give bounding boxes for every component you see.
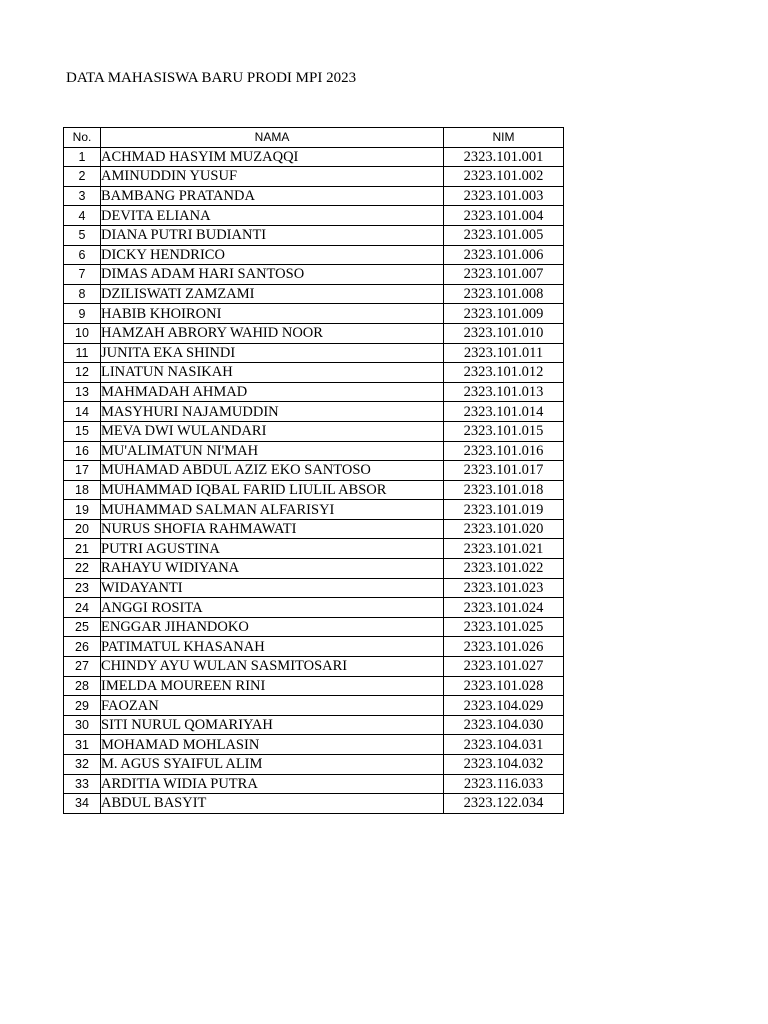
student-name: AMINUDDIN YUSUF	[101, 167, 444, 187]
table-row	[64, 402, 564, 422]
table-row	[64, 284, 564, 304]
table-row	[64, 500, 564, 520]
student-name: ARDITIA WIDIA PUTRA	[101, 774, 444, 794]
table-body	[64, 147, 564, 813]
row-number: 4	[64, 206, 101, 226]
row-number: 1	[64, 147, 101, 167]
table-row	[64, 147, 564, 167]
student-nim: 2323.101.008	[444, 284, 564, 304]
row-number: 6	[64, 245, 101, 265]
table-row	[64, 539, 564, 559]
header-nama: NAMA	[101, 128, 444, 148]
student-name: MASYHURI NAJAMUDDIN	[101, 402, 444, 422]
table-row	[64, 167, 564, 187]
row-number: 31	[64, 735, 101, 755]
row-number: 13	[64, 382, 101, 402]
row-number: 15	[64, 421, 101, 441]
row-number: 20	[64, 519, 101, 539]
header-no: No.	[64, 128, 101, 148]
table-row	[64, 323, 564, 343]
student-table	[63, 127, 564, 814]
student-nim: 2323.101.009	[444, 304, 564, 324]
row-number: 2	[64, 167, 101, 187]
header-nim: NIM	[444, 128, 564, 148]
row-number: 26	[64, 637, 101, 657]
document-title: DATA MAHASISWA BARU PRODI MPI 2023	[66, 70, 357, 86]
student-name: ACHMAD HASYIM MUZAQQI	[101, 147, 444, 167]
student-name: WIDAYANTI	[101, 578, 444, 598]
row-number: 17	[64, 461, 101, 481]
table-row	[64, 755, 564, 775]
table-row	[64, 480, 564, 500]
student-nim: 2323.101.003	[444, 186, 564, 206]
row-number: 16	[64, 441, 101, 461]
student-name: BAMBANG PRATANDA	[101, 186, 444, 206]
student-nim: 2323.101.010	[444, 323, 564, 343]
student-nim: 2323.101.026	[444, 637, 564, 657]
table-row	[64, 421, 564, 441]
student-nim: 2323.101.012	[444, 363, 564, 383]
student-nim: 2323.101.025	[444, 617, 564, 637]
row-number: 11	[64, 343, 101, 363]
student-name: SITI NURUL QOMARIYAH	[101, 715, 444, 735]
student-name: DICKY HENDRICO	[101, 245, 444, 265]
row-number: 8	[64, 284, 101, 304]
table-row	[64, 559, 564, 579]
student-name: DIANA PUTRI BUDIANTI	[101, 225, 444, 245]
student-name: PUTRI AGUSTINA	[101, 539, 444, 559]
row-number: 14	[64, 402, 101, 422]
student-nim: 2323.101.004	[444, 206, 564, 226]
table-header-row	[64, 128, 564, 148]
student-nim: 2323.101.021	[444, 539, 564, 559]
row-number: 22	[64, 559, 101, 579]
student-nim: 2323.101.028	[444, 676, 564, 696]
row-number: 27	[64, 657, 101, 677]
student-name: M. AGUS SYAIFUL ALIM	[101, 755, 444, 775]
student-nim: 2323.104.029	[444, 696, 564, 716]
student-name: ENGGAR JIHANDOKO	[101, 617, 444, 637]
student-nim: 2323.101.014	[444, 402, 564, 422]
student-nim: 2323.101.023	[444, 578, 564, 598]
student-nim: 2323.101.020	[444, 519, 564, 539]
row-number: 7	[64, 265, 101, 285]
student-name: MUHAMAD ABDUL AZIZ EKO SANTOSO	[101, 461, 444, 481]
student-nim: 2323.116.033	[444, 774, 564, 794]
row-number: 24	[64, 598, 101, 618]
row-number: 28	[64, 676, 101, 696]
table-row	[64, 519, 564, 539]
table-row	[64, 363, 564, 383]
student-nim: 2323.101.002	[444, 167, 564, 187]
table-row	[64, 186, 564, 206]
student-name: HABIB KHOIRONI	[101, 304, 444, 324]
table-row	[64, 715, 564, 735]
row-number: 18	[64, 480, 101, 500]
student-name: MOHAMAD MOHLASIN	[101, 735, 444, 755]
table-row	[64, 225, 564, 245]
row-number: 5	[64, 225, 101, 245]
table-row	[64, 343, 564, 363]
table-row	[64, 676, 564, 696]
student-name: ABDUL BASYIT	[101, 794, 444, 814]
table-row	[64, 696, 564, 716]
student-name: IMELDA MOUREEN RINI	[101, 676, 444, 696]
student-name: NURUS SHOFIA RAHMAWATI	[101, 519, 444, 539]
table-row	[64, 304, 564, 324]
table-row	[64, 657, 564, 677]
student-nim: 2323.101.022	[444, 559, 564, 579]
student-name: MU'ALIMATUN NI'MAH	[101, 441, 444, 461]
student-name: FAOZAN	[101, 696, 444, 716]
row-number: 34	[64, 794, 101, 814]
student-nim: 2323.101.005	[444, 225, 564, 245]
table-row	[64, 735, 564, 755]
student-name: DEVITA ELIANA	[101, 206, 444, 226]
student-nim: 2323.101.001	[444, 147, 564, 167]
student-name: RAHAYU WIDIYANA	[101, 559, 444, 579]
student-nim: 2323.104.030	[444, 715, 564, 735]
student-nim: 2323.104.032	[444, 755, 564, 775]
student-nim: 2323.101.015	[444, 421, 564, 441]
table-row	[64, 441, 564, 461]
table-row	[64, 598, 564, 618]
row-number: 29	[64, 696, 101, 716]
student-nim: 2323.104.031	[444, 735, 564, 755]
student-nim: 2323.101.018	[444, 480, 564, 500]
student-nim: 2323.101.013	[444, 382, 564, 402]
student-nim: 2323.101.017	[444, 461, 564, 481]
row-number: 23	[64, 578, 101, 598]
student-name: MAHMADAH AHMAD	[101, 382, 444, 402]
row-number: 25	[64, 617, 101, 637]
student-nim: 2323.101.027	[444, 657, 564, 677]
table-row	[64, 637, 564, 657]
table-row	[64, 578, 564, 598]
row-number: 12	[64, 363, 101, 383]
row-number: 3	[64, 186, 101, 206]
student-name: PATIMATUL KHASANAH	[101, 637, 444, 657]
row-number: 33	[64, 774, 101, 794]
student-name: DIMAS ADAM HARI SANTOSO	[101, 265, 444, 285]
table-row	[64, 206, 564, 226]
table-row	[64, 265, 564, 285]
row-number: 32	[64, 755, 101, 775]
table-row	[64, 382, 564, 402]
student-name: LINATUN NASIKAH	[101, 363, 444, 383]
student-name: CHINDY AYU WULAN SASMITOSARI	[101, 657, 444, 677]
row-number: 10	[64, 323, 101, 343]
student-name: HAMZAH ABRORY WAHID NOOR	[101, 323, 444, 343]
student-name: DZILISWATI ZAMZAMI	[101, 284, 444, 304]
table-row	[64, 245, 564, 265]
student-nim: 2323.101.007	[444, 265, 564, 285]
row-number: 9	[64, 304, 101, 324]
student-nim: 2323.122.034	[444, 794, 564, 814]
table-row	[64, 617, 564, 637]
student-name: ANGGI ROSITA	[101, 598, 444, 618]
table-row	[64, 794, 564, 814]
table-row	[64, 461, 564, 481]
student-nim: 2323.101.011	[444, 343, 564, 363]
row-number: 19	[64, 500, 101, 520]
student-name: MEVA DWI WULANDARI	[101, 421, 444, 441]
student-nim: 2323.101.019	[444, 500, 564, 520]
student-nim: 2323.101.016	[444, 441, 564, 461]
student-nim: 2323.101.024	[444, 598, 564, 618]
student-name: JUNITA EKA SHINDI	[101, 343, 444, 363]
row-number: 30	[64, 715, 101, 735]
student-nim: 2323.101.006	[444, 245, 564, 265]
student-name: MUHAMMAD SALMAN ALFARISYI	[101, 500, 444, 520]
student-name: MUHAMMAD IQBAL FARID LIULIL ABSOR	[101, 480, 444, 500]
row-number: 21	[64, 539, 101, 559]
table-row	[64, 774, 564, 794]
